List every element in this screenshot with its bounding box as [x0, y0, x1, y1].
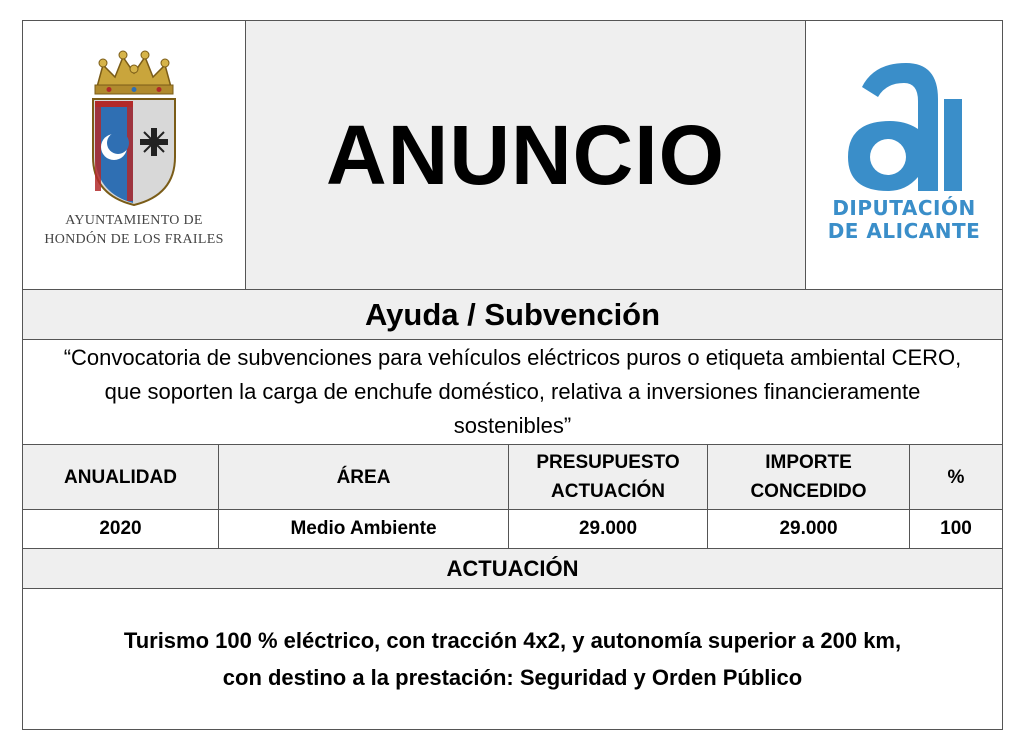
header-anualidad: ANUALIDAD: [64, 466, 177, 488]
cell-anualidad: 2020: [99, 518, 142, 539]
actuacion-line-2: con destino a la prestación: Seguridad y Orden Público: [222, 665, 803, 690]
announcement-frame: [22, 20, 1003, 730]
description-cell: [23, 340, 1002, 444]
right-logo-line-1: DIPUTACIÓN: [832, 196, 976, 220]
header-presupuesto: PRESUPUESTO ACTUACIÓN: [536, 452, 680, 502]
title-cell: [246, 21, 805, 289]
section-title-cell: [23, 290, 1002, 339]
right-logo-line-2: DE ALICANTE: [827, 219, 981, 243]
cell-area: Medio Ambiente: [290, 518, 437, 539]
actuacion-body-cell: [23, 589, 1002, 729]
actuacion-title-cell: [23, 549, 1002, 588]
cell-porcentaje: 100: [940, 518, 972, 539]
cell-importe: 29.000: [779, 518, 838, 539]
header-importe: IMPORTE CONCEDIDO: [750, 452, 867, 502]
description-text: “Convocatoria de subvenciones para vehículos eléctricos puros o etiqueta ambiental CERO, que soporten la carga de enchufe doméstico, relativa a inversiones financieramente sostenibles”: [63, 345, 962, 438]
left-logo-cell: [23, 21, 245, 289]
actuacion-line-1: Turismo 100 % eléctrico, con tracción 4x2, y autonomía superior a 200 km,: [123, 628, 902, 653]
header-porcentaje: %: [947, 466, 965, 488]
diputacion-logo-icon: [844, 59, 966, 191]
coat-of-arms-icon: [87, 47, 181, 207]
cell-presupuesto: 29.000: [578, 518, 638, 539]
left-logo-line-1: AYUNTAMIENTO DE: [65, 213, 203, 228]
header-area: ÁREA: [336, 466, 391, 488]
right-logo-cell: [806, 21, 1002, 289]
page-title: ANUNCIO: [326, 107, 725, 202]
section-title: Ayuda / Subvención: [364, 296, 661, 332]
actuacion-title: ACTUACIÓN: [446, 555, 579, 581]
left-logo-line-2: HONDÓN DE LOS FRAILES: [44, 232, 224, 247]
